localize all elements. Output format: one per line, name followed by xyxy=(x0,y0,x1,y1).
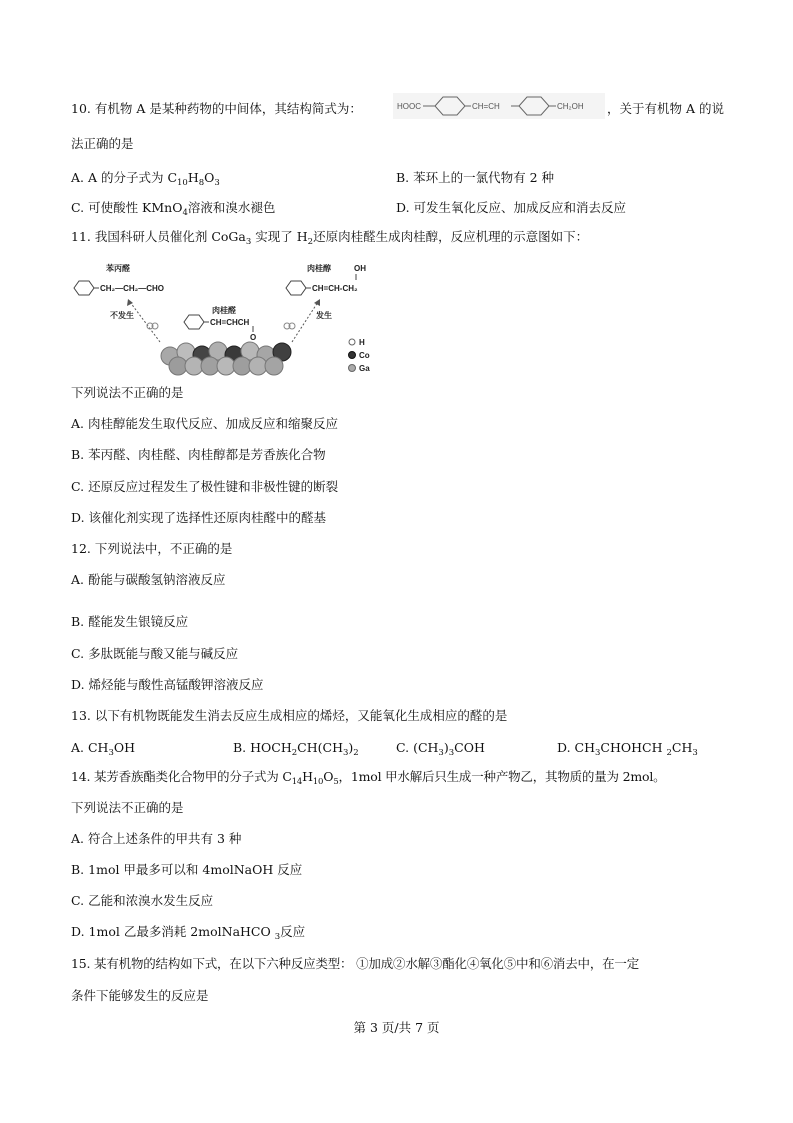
arrow-reaction xyxy=(292,302,318,342)
q13-option-d: D. $CH_3CHOHCH$ $_2CH_3$ xyxy=(557,740,698,758)
q11-option-c: C. 还原反应过程发生了极性键和非极性键的断裂 xyxy=(71,479,339,494)
q14-option-c: C. 乙能和浓溴水发生反应 xyxy=(71,893,214,908)
q12-option-b: B. 醛能发生银镜反应 xyxy=(71,614,189,629)
q10-structure-image xyxy=(393,93,605,119)
q11-prompt: 下列说法不正确的是 xyxy=(71,385,184,400)
q10-option-c: C. 可使酸性 KMnO$_4$溶液和溴水褪色 xyxy=(71,200,276,218)
q10-stem-part2: ，关于有机物 A 的说 xyxy=(607,101,724,116)
q11-option-a: A. 肉桂醇能发生取代反应、加成反应和缩聚反应 xyxy=(71,416,338,431)
q13-option-b: B. $HOCH_2CH(CH_3)_2$ xyxy=(233,740,359,758)
q14-option-d: D. 1mol 乙最多消耗 2molNaHCO $_3$反应 xyxy=(71,924,306,942)
cinnamaldehyde-oxygen: O xyxy=(250,333,257,342)
q10-option-d: D. 可发生氧化反应、加成反应和消去反应 xyxy=(396,200,627,215)
q12-option-d: D. 烯烃能与酸性高锰酸钾溶液反应 xyxy=(71,677,264,692)
q14-stem: 14. 某芳香族酯类化合物甲的分子式为 $C_{14}H_{10}O_5$，1mol 甲水解后只生成一种产物乙，其物质的量为 2mol。 xyxy=(71,769,666,787)
q14-prompt: 下列说法不正确的是 xyxy=(71,800,184,815)
svg-text:H: H xyxy=(359,338,365,347)
q11-mechanism-figure xyxy=(70,260,380,378)
label-benzenepropanal: 苯丙醛 xyxy=(106,264,130,273)
q12-option-c: C. 多肽既能与酸又能与碱反应 xyxy=(71,646,239,661)
q11-option-d: D. 该催化剂实现了选择性还原肉桂醛中的醛基 xyxy=(71,510,327,525)
struct-hooc: HOOC xyxy=(397,102,421,111)
q15-stem-line2: 条件下能够发生的反应是 xyxy=(71,988,209,1003)
struct-chch: CH=CH xyxy=(472,102,500,111)
arrow-no-reaction xyxy=(130,302,160,342)
q15-stem: 15. 某有机物的结构如下式，在以下六种反应类型： ①加成②水解③酯化④氧化⑤中和⑥消去中，在一定 xyxy=(71,956,640,971)
label-cinnamaldehyde: 肉桂醛 xyxy=(212,306,236,315)
struct-ch2oh: CH₂OH xyxy=(557,102,584,111)
page-number-footer: 第 3 页/共 7 页 xyxy=(353,1020,440,1035)
svg-text:Ga: Ga xyxy=(359,364,370,373)
catalyst-surface xyxy=(161,342,291,375)
q12-stem: 12. 下列说法中，不正确的是 xyxy=(71,541,233,556)
q13-option-a: A. $CH_3OH$ xyxy=(71,740,136,758)
formula-cinnamyl-alcohol: CH=CH-CH₂ xyxy=(312,284,358,293)
label-cinnamyl-alcohol: 肉桂醇 xyxy=(307,264,331,273)
q10-stem-part1: 10. 有机物 A 是某种药物的中间体，其结构简式为： xyxy=(71,101,362,116)
formula-cinnamaldehyde: CH=CHCH xyxy=(210,318,250,327)
cinnamyl-alcohol-oh: OH xyxy=(354,264,366,273)
q14-option-a: A. 符合上述条件的甲共有 3 种 xyxy=(71,831,242,846)
q11-stem: 11. 我国科研人员催化剂 CoGa$_3$ 实现了 $H_2$还原肉桂醛生成肉桂醇，反应机理的示意图如下： xyxy=(71,229,589,247)
q13-stem: 13. 以下有机物既能发生消去反应生成相应的烯烃，又能氧化生成相应的醛的是 xyxy=(71,708,508,723)
label-no-occur: 不发生 xyxy=(110,311,134,320)
q12-option-a: A. 酚能与碳酸氢钠溶液反应 xyxy=(71,572,226,587)
benzene-ring-icon xyxy=(286,281,306,295)
benzene-ring-icon xyxy=(74,281,94,295)
formula-benzenepropanal: CH₂—CH₂—CHO xyxy=(100,284,164,293)
q14-option-b: B. 1mol 甲最多可以和 4molNaOH 反应 xyxy=(71,862,303,877)
q10-option-b: B. 苯环上的一氯代物有 2 种 xyxy=(396,170,555,185)
benzene-ring-icon xyxy=(184,315,204,329)
q10-option-a: A. A 的分子式为 $C_{10}H_8O_3$ xyxy=(71,170,220,188)
q13-option-c: C. $(CH_3)_3COH$ xyxy=(396,740,485,758)
svg-text:Co: Co xyxy=(359,351,370,360)
q10-stem-part3: 法正确的是 xyxy=(71,136,134,151)
label-occur: 发生 xyxy=(316,311,332,320)
q11-option-b: B. 苯丙醛、肉桂醛、肉桂醇都是芳香族化合物 xyxy=(71,447,326,462)
atom-legend xyxy=(349,338,371,373)
